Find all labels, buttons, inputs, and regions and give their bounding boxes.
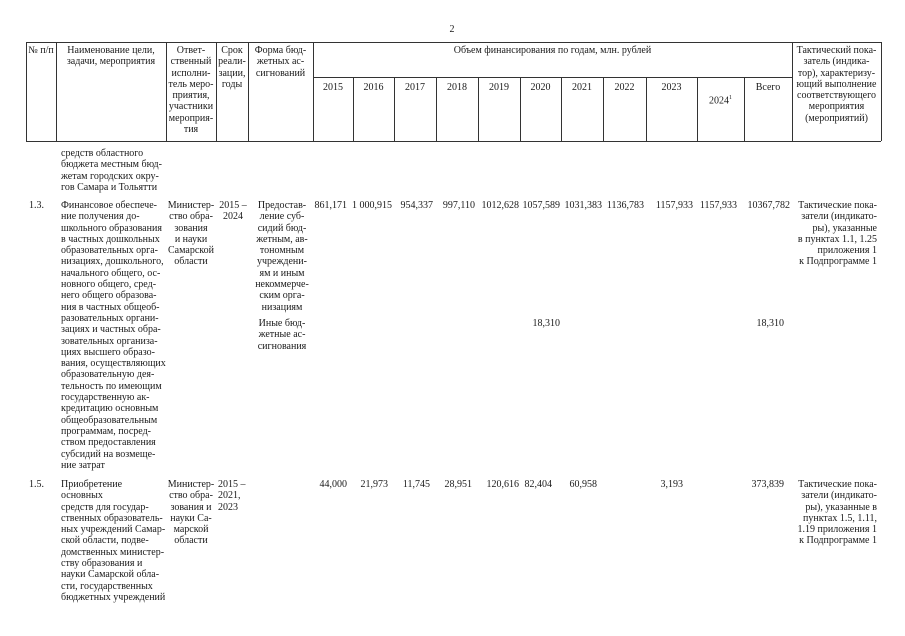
years-header-separator [313, 77, 792, 78]
row-1-5-number: 1.5. [29, 479, 44, 490]
header-total: Всего [755, 82, 781, 93]
row-1-3-value-2019: 1012,628 [481, 200, 519, 211]
row-1-5-term: 2015 – 2021, 2023 [218, 479, 246, 513]
table-top-border [26, 42, 881, 43]
row-1-3-other-value-2020: 18,310 [532, 318, 560, 329]
row-1-3-other-total: 18,310 [756, 318, 784, 329]
row-1-3-value-2016: 1 000,915 [352, 200, 392, 211]
row-1-3-number: 1.3. [29, 200, 44, 211]
header-year-2019: 2019 [489, 82, 509, 93]
header-col-term: Срок реали- зации, годы [218, 45, 246, 90]
row-1-5-value-2016: 21,973 [360, 479, 388, 490]
row-1-5-value-2015: 44,000 [319, 479, 347, 490]
col-line [881, 42, 882, 141]
row-1-3-value-2022: 1136,783 [606, 200, 644, 211]
header-col-form: Форма бюд- жетных ас- сигнований [254, 45, 307, 79]
row-1-3-value-2021: 1031,383 [564, 200, 602, 211]
header-year-2017: 2017 [405, 82, 425, 93]
row-1-3-value-2020: 1057,589 [522, 200, 560, 211]
header-year-2022: 2022 [614, 82, 635, 93]
header-year-2024 [697, 82, 744, 107]
col-line [26, 42, 27, 141]
row-1-5-value-2023: 3,193 [660, 479, 683, 490]
row-1-5-name: Приобретение основных средств для государ- ственных образователь- ных учреждений Самар- ской области, подве- домственных министер- ству образования и науки Самарской обла- сти, государственных бюджетных учреждений [61, 479, 166, 603]
row-1-3-value-2015: 861,171 [314, 200, 347, 211]
header-year-2021: 2021 [572, 82, 592, 93]
continuation-text: средств областного бюджета местным бюд- жетам городских окру- гов Самара и Тольятти [61, 148, 162, 193]
header-bottom-border [26, 141, 881, 142]
footnote-marker: 1 [729, 95, 732, 102]
header-col-executor: Ответ- ственный исполни- тель меро- приятия, участники мероприя- тия [168, 45, 214, 136]
row-1-5-total: 373,839 [751, 479, 784, 490]
row-1-3-value-2018: 997,110 [442, 200, 475, 211]
header-col-indicator: Тактический пока- затель (индика- тор), характеризу- ющий выполнение соответствующего мероприятия (мероприятий) [796, 45, 877, 124]
row-1-3-value-2024: 1157,933 [699, 200, 737, 211]
row-1-3-total: 10367,782 [747, 200, 790, 211]
page-number: 2 [449, 24, 455, 35]
row-1-3-form-subsidies: Предостав- ление суб- сидий бюд- жетным, ав- тономным учреждени- ям и иным некоммерче- ским орга- низациям [255, 200, 309, 313]
header-year-2023: 2023 [661, 82, 682, 93]
header-col-name: Наименование цели, задачи, мероприятия [66, 45, 156, 68]
row-1-3-name: Финансовое обеспече- ние получения до- школьного образования в частных дошкольных образовательных орга- низациях, дошкольного, начального общего, ос- новного общего, сред- него общего образова- ния в частных общеоб- разовательных органи- зациях и частных обра- зовательных организа- циях высшего образо- вания, осуществляющих образовательную дея- тельность по имеющим государственную ак- кредитацию основным общеобразовательным программам, посред- ством предоставления субсидий на возмеще- ние затрат [61, 200, 166, 471]
row-1-3-form-other: Иные бюд- жетные ас- сигнования [257, 318, 307, 352]
header-year-2018: 2018 [447, 82, 467, 93]
row-1-5-value-2019: 120,616 [486, 479, 519, 490]
header-col-funding: Объем финансирования по годам, млн. рублей [453, 45, 652, 56]
header-year-2020: 2020 [530, 82, 551, 93]
row-1-5-indicator: Тактические пока- затели (индикато- ры), указанные в пунктах 1.5, 1.11, 1.19 приложения 1 к Подпрограмме 1 [797, 479, 877, 547]
row-1-3-value-2023: 1157,933 [655, 200, 693, 211]
row-1-3-value-2017: 954,337 [400, 200, 433, 211]
year-2024-label: 2024 [709, 95, 729, 107]
row-1-3-indicator: Тактические пока- затели (индикато- ры), указанные в пунктах 1.1, 1.25 приложения 1 к Подпрограмме 1 [797, 200, 877, 268]
row-1-5-value-2021: 60,958 [569, 479, 597, 490]
row-1-5-value-2017: 11,745 [402, 479, 430, 490]
header-year-2015: 2015 [323, 82, 343, 93]
row-1-3-term: 2015 – 2024 [219, 200, 247, 223]
row-1-5-executor: Министер- ство обра- зования и науки Са- марской области [167, 479, 215, 547]
row-1-5-value-2020: 82,404 [524, 479, 552, 490]
header-year-2016: 2016 [363, 82, 384, 93]
row-1-5-value-2018: 28,951 [444, 479, 472, 490]
row-1-3-executor: Министер- ство обра- зования и науки Самарской области [167, 200, 215, 268]
header-col-number: № п/п [28, 45, 54, 56]
